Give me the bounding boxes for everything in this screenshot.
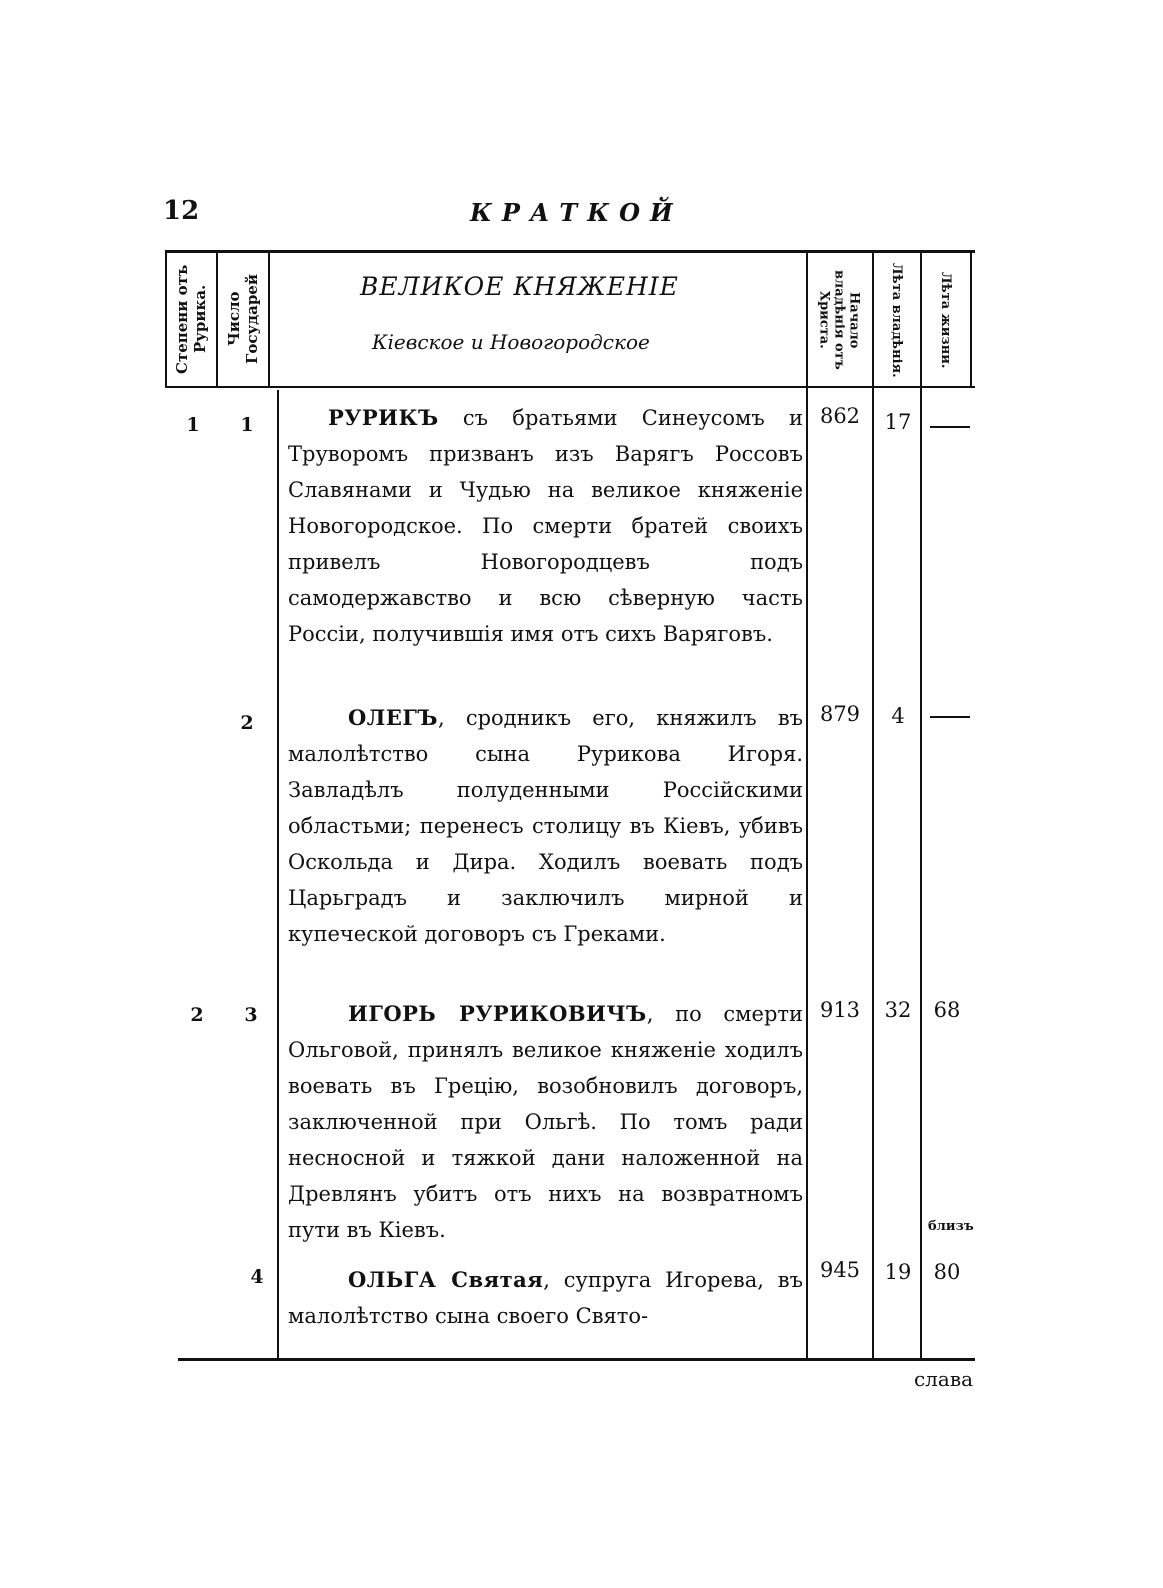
header-years-reign: Лѣта владѣнія.: [889, 262, 904, 378]
table-subtitle: Кіевское и Новогородское: [372, 330, 650, 354]
reign-1: 17: [884, 410, 912, 434]
col-rule-1: [165, 252, 167, 388]
entry-oleg: [288, 700, 803, 952]
reign-3: 32: [884, 998, 912, 1022]
col-rule-8: [970, 252, 972, 388]
entry-text: , по смерти Ольговой, принялъ великое княженіе ходилъ воевать въ Грецію, возобновилъ договоръ, заключенной при Ольгѣ. По томъ ради несносной и тяжкой дани наложенной на Древлянъ убитъ отъ нихъ на возвратномъ пути въ Кіевъ.: [288, 1002, 804, 1242]
life-dash-1: [930, 426, 970, 428]
count-3: 3: [244, 1004, 258, 1026]
entry-olga: [288, 1262, 803, 1334]
entry-igor: [288, 996, 803, 1248]
year-4: 945: [819, 1258, 861, 1282]
life-3: 68: [933, 998, 961, 1022]
table-header-rule: [165, 386, 975, 388]
year-1: 862: [819, 404, 861, 428]
year-3: 913: [819, 998, 861, 1022]
table-top-rule: [165, 250, 975, 253]
life-4: 80: [933, 1260, 961, 1284]
count-2: 2: [240, 712, 254, 734]
header-years-from-christ: Начало владѣнія отъ Христа.: [816, 270, 862, 370]
col-rule-2: [216, 252, 218, 388]
entry-name: РУРИКЪ: [328, 405, 439, 430]
reign-2: 4: [891, 704, 905, 728]
catchword: слава: [913, 1367, 973, 1391]
col-rule-7: [920, 252, 922, 1358]
reign-4: 19: [884, 1260, 912, 1284]
year-2: 879: [819, 702, 861, 726]
degree-1: 1: [186, 414, 200, 436]
entry-text: , супруга Игорева, въ малолѣтство сына своего Свято-: [288, 1268, 803, 1328]
entry-text: съ братьями Синеусомъ и Труворомъ призванъ изъ Варягъ Россовъ Славянами и Чудью на великое княженіе Новогородское. По смерти братей своихъ привелъ Новогородцевъ подъ самодержавство и всю сѣверную часть Россіи, получившія имя отъ сихъ Варяговъ.: [288, 406, 803, 646]
col-rule-6: [872, 252, 874, 1358]
entry-rurik: [288, 400, 803, 652]
table-title: ВЕЛИКОЕ КНЯЖЕНІЕ: [360, 272, 679, 301]
col-rule-3: [268, 252, 270, 388]
entry-name: ИГОРЬ РУРИКОВИЧЪ: [348, 1001, 647, 1026]
col-rule-4: [277, 390, 279, 1358]
col-rule-5: [806, 252, 808, 1358]
count-1: 1: [240, 414, 254, 436]
running-head: КРАТКОЙ: [470, 198, 683, 227]
entry-name: ОЛЬГА Святая: [348, 1267, 544, 1292]
count-4: 4: [250, 1266, 264, 1288]
header-count: Число Государей: [225, 274, 261, 364]
life-dash-2: [930, 716, 970, 718]
page-number: 12: [163, 196, 200, 226]
entry-name: ОЛЕГЪ: [348, 705, 438, 730]
header-years-life: Лѣта жизни.: [938, 271, 953, 369]
degree-3: 2: [190, 1004, 204, 1026]
entry-text: , сродникъ его, княжилъ въ малолѣтство сына Рурикова Игоря. Завладѣлъ полуденными Россійскими областьми; перенесъ столицу въ Кіевъ, убивъ Оскольда и Дира. Ходилъ воевать подъ Царьградъ и заключилъ мирной и купеческой договоръ съ Греками.: [288, 706, 803, 946]
life-prefix-4: близъ: [928, 1219, 974, 1234]
table-bottom-rule: [178, 1358, 975, 1361]
header-degrees: Степени отъ Рурика.: [173, 264, 209, 374]
